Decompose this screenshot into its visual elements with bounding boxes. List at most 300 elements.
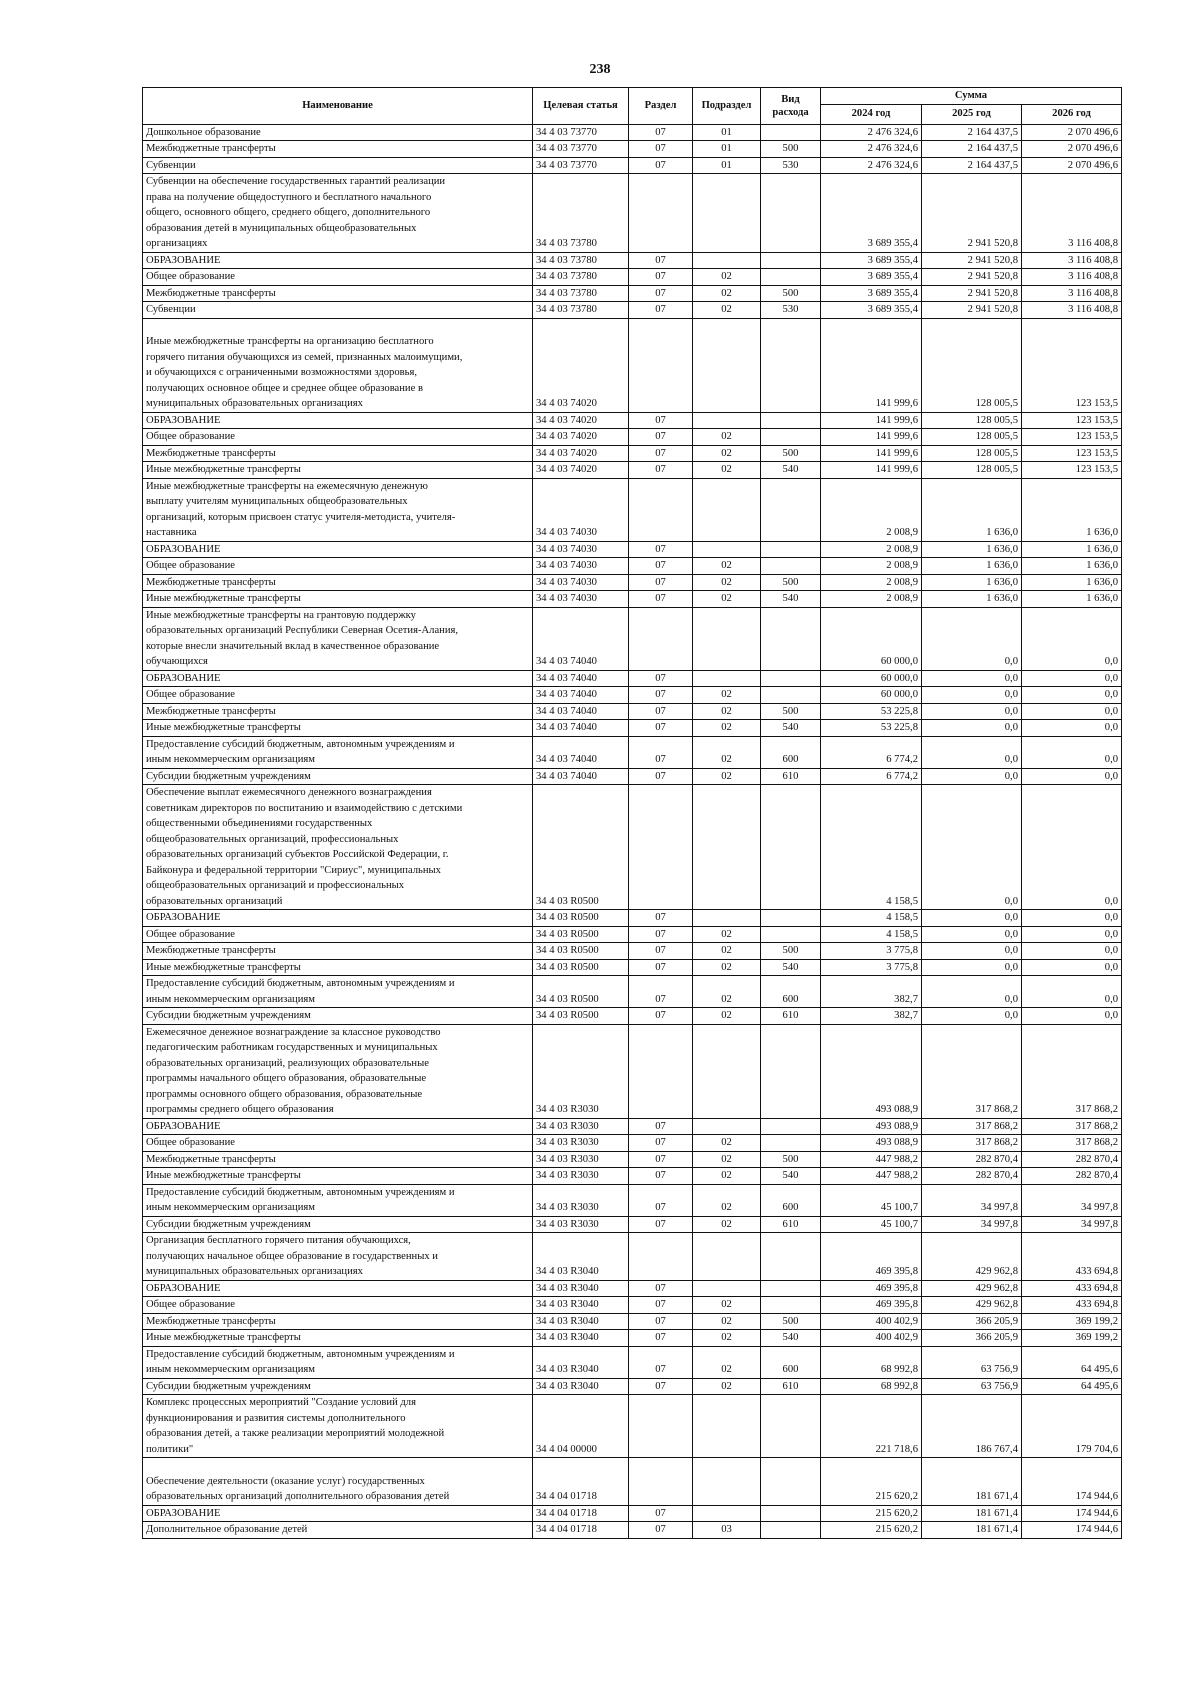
table-row	[143, 720, 1122, 737]
cell-target-code: 34 4 03 73780	[533, 269, 629, 286]
cell-sum-2024: 382,7	[821, 976, 922, 1008]
cell-sum-2025: 128 005,5	[922, 462, 1022, 479]
cell-sum-2024: 382,7	[821, 1008, 922, 1025]
cell-kind: 610	[761, 1216, 821, 1233]
cell-section: 07	[629, 558, 693, 575]
cell-kind: 500	[761, 1151, 821, 1168]
cell-subsection	[693, 1458, 761, 1506]
table-row	[143, 1395, 1122, 1458]
cell-sum-2024: 53 225,8	[821, 720, 922, 737]
cell-target-code: 34 4 03 74030	[533, 478, 629, 541]
cell-subsection: 02	[693, 1216, 761, 1233]
cell-subsection: 02	[693, 285, 761, 302]
cell-subsection: 02	[693, 1330, 761, 1347]
cell-name: ОБРАЗОВАНИЕ	[143, 541, 533, 558]
cell-sum-2026: 317 868,2	[1022, 1135, 1122, 1152]
cell-kind	[761, 1024, 821, 1118]
table-row	[143, 1135, 1122, 1152]
cell-section: 07	[629, 959, 693, 976]
cell-target-code: 34 4 03 74030	[533, 591, 629, 608]
cell-target-code: 34 4 04 01718	[533, 1505, 629, 1522]
cell-name: Межбюджетные трансферты	[143, 1151, 533, 1168]
cell-name: Субвенции	[143, 302, 533, 319]
cell-section: 07	[629, 429, 693, 446]
table-row	[143, 1168, 1122, 1185]
cell-sum-2026: 433 694,8	[1022, 1280, 1122, 1297]
cell-kind: 500	[761, 285, 821, 302]
cell-subsection: 02	[693, 445, 761, 462]
cell-section	[629, 174, 693, 253]
cell-section: 07	[629, 1378, 693, 1395]
cell-sum-2026: 0,0	[1022, 768, 1122, 785]
cell-kind: 540	[761, 591, 821, 608]
cell-target-code: 34 4 03 R3040	[533, 1297, 629, 1314]
cell-sum-2024: 3 689 355,4	[821, 269, 922, 286]
cell-section: 07	[629, 1135, 693, 1152]
cell-sum-2024: 469 395,8	[821, 1280, 922, 1297]
cell-subsection	[693, 785, 761, 910]
cell-sum-2025: 0,0	[922, 736, 1022, 768]
cell-sum-2024: 447 988,2	[821, 1151, 922, 1168]
cell-subsection: 02	[693, 1008, 761, 1025]
cell-sum-2024: 3 775,8	[821, 943, 922, 960]
cell-subsection	[693, 1505, 761, 1522]
cell-name: Предоставление субсидий бюджетным, автономным учреждениям и иным некоммерческим организациям	[143, 736, 533, 768]
table-row	[143, 703, 1122, 720]
cell-subsection	[693, 1395, 761, 1458]
cell-sum-2026: 0,0	[1022, 943, 1122, 960]
cell-subsection: 02	[693, 976, 761, 1008]
cell-name: Иные межбюджетные трансферты	[143, 720, 533, 737]
cell-sum-2024: 141 999,6	[821, 412, 922, 429]
cell-sum-2025: 34 997,8	[922, 1216, 1022, 1233]
cell-kind: 540	[761, 720, 821, 737]
cell-subsection	[693, 174, 761, 253]
cell-sum-2025: 128 005,5	[922, 429, 1022, 446]
table-row	[143, 124, 1122, 141]
cell-name: Общее образование	[143, 558, 533, 575]
cell-sum-2024: 45 100,7	[821, 1184, 922, 1216]
table-row	[143, 1378, 1122, 1395]
table-row	[143, 1313, 1122, 1330]
cell-target-code: 34 4 03 74040	[533, 703, 629, 720]
cell-target-code: 34 4 03 73780	[533, 174, 629, 253]
cell-subsection	[693, 478, 761, 541]
cell-name: ОБРАЗОВАНИЕ	[143, 1118, 533, 1135]
cell-sum-2026: 0,0	[1022, 910, 1122, 927]
cell-subsection: 03	[693, 1522, 761, 1539]
cell-kind: 610	[761, 1378, 821, 1395]
cell-kind	[761, 429, 821, 446]
cell-sum-2025: 2 164 437,5	[922, 124, 1022, 141]
cell-sum-2025: 282 870,4	[922, 1168, 1022, 1185]
cell-sum-2026: 3 116 408,8	[1022, 269, 1122, 286]
cell-section	[629, 607, 693, 670]
cell-subsection: 02	[693, 1313, 761, 1330]
cell-section: 07	[629, 1297, 693, 1314]
cell-name: Межбюджетные трансферты	[143, 574, 533, 591]
cell-kind	[761, 1522, 821, 1539]
cell-sum-2026: 2 070 496,6	[1022, 124, 1122, 141]
cell-sum-2024: 60 000,0	[821, 687, 922, 704]
table-row	[143, 541, 1122, 558]
cell-kind	[761, 1458, 821, 1506]
cell-subsection: 02	[693, 558, 761, 575]
cell-target-code: 34 4 03 74030	[533, 574, 629, 591]
cell-name: Межбюджетные трансферты	[143, 703, 533, 720]
table-row	[143, 768, 1122, 785]
cell-sum-2024: 3 689 355,4	[821, 252, 922, 269]
cell-sum-2025: 0,0	[922, 720, 1022, 737]
cell-kind	[761, 910, 821, 927]
table-row	[143, 1216, 1122, 1233]
cell-subsection: 02	[693, 959, 761, 976]
cell-sum-2024: 2 008,9	[821, 478, 922, 541]
cell-name: Иные межбюджетные трансферты	[143, 959, 533, 976]
cell-target-code: 34 4 03 R0500	[533, 943, 629, 960]
cell-kind: 600	[761, 1346, 821, 1378]
cell-sum-2026: 0,0	[1022, 1008, 1122, 1025]
cell-target-code: 34 4 03 R3030	[533, 1216, 629, 1233]
table-row	[143, 574, 1122, 591]
cell-sum-2025: 181 671,4	[922, 1505, 1022, 1522]
cell-subsection	[693, 1233, 761, 1281]
cell-section: 07	[629, 670, 693, 687]
cell-name: Общее образование	[143, 1297, 533, 1314]
cell-sum-2026: 0,0	[1022, 670, 1122, 687]
cell-name: Общее образование	[143, 429, 533, 446]
cell-sum-2025: 317 868,2	[922, 1135, 1022, 1152]
cell-target-code: 34 4 03 73770	[533, 157, 629, 174]
cell-target-code: 34 4 03 74020	[533, 445, 629, 462]
cell-kind	[761, 687, 821, 704]
cell-target-code: 34 4 03 74020	[533, 462, 629, 479]
cell-sum-2025: 186 767,4	[922, 1395, 1022, 1458]
cell-kind	[761, 558, 821, 575]
cell-subsection: 02	[693, 736, 761, 768]
cell-section: 07	[629, 285, 693, 302]
table-row	[143, 591, 1122, 608]
cell-target-code: 34 4 03 74040	[533, 736, 629, 768]
cell-target-code: 34 4 03 73780	[533, 285, 629, 302]
cell-sum-2024: 68 992,8	[821, 1346, 922, 1378]
table-row	[143, 285, 1122, 302]
table-row	[143, 478, 1122, 541]
cell-sum-2026: 174 944,6	[1022, 1505, 1122, 1522]
cell-section	[629, 318, 693, 412]
cell-sum-2026: 64 495,6	[1022, 1346, 1122, 1378]
cell-sum-2025: 128 005,5	[922, 318, 1022, 412]
cell-sum-2026: 317 868,2	[1022, 1024, 1122, 1118]
cell-section	[629, 478, 693, 541]
cell-section: 07	[629, 141, 693, 158]
cell-sum-2024: 3 689 355,4	[821, 302, 922, 319]
table-row	[143, 910, 1122, 927]
cell-sum-2026: 369 199,2	[1022, 1330, 1122, 1347]
cell-kind	[761, 1505, 821, 1522]
cell-section: 07	[629, 943, 693, 960]
cell-subsection: 02	[693, 429, 761, 446]
cell-kind	[761, 1135, 821, 1152]
cell-name: Организация бесплатного горячего питания обучающихся, получающих начальное общее образование в государственных и муниципальных образовательных организациях	[143, 1233, 533, 1281]
cell-section: 07	[629, 1346, 693, 1378]
cell-section: 07	[629, 269, 693, 286]
cell-kind: 500	[761, 574, 821, 591]
cell-sum-2024: 493 088,9	[821, 1118, 922, 1135]
cell-section: 07	[629, 1184, 693, 1216]
table-row	[143, 736, 1122, 768]
cell-section: 07	[629, 976, 693, 1008]
cell-section: 07	[629, 720, 693, 737]
cell-sum-2025: 317 868,2	[922, 1024, 1022, 1118]
cell-subsection: 02	[693, 591, 761, 608]
cell-target-code: 34 4 03 74030	[533, 558, 629, 575]
cell-sum-2024: 469 395,8	[821, 1297, 922, 1314]
cell-kind	[761, 670, 821, 687]
cell-sum-2026: 1 636,0	[1022, 558, 1122, 575]
cell-kind	[761, 1233, 821, 1281]
table-row	[143, 1505, 1122, 1522]
cell-sum-2024: 2 476 324,6	[821, 124, 922, 141]
cell-subsection: 02	[693, 1151, 761, 1168]
cell-name: Иные межбюджетные трансферты на организацию бесплатного горячего питания обучающихся из семей, признанных малоимущими, и обучающихся с ограниченными возможностями здоровья, получающих основное общее и среднее общее образование в муниципальных образовательных организациях	[143, 318, 533, 412]
cell-sum-2024: 2 008,9	[821, 591, 922, 608]
cell-target-code: 34 4 03 R3040	[533, 1313, 629, 1330]
cell-sum-2024: 53 225,8	[821, 703, 922, 720]
cell-target-code: 34 4 03 R3040	[533, 1233, 629, 1281]
cell-section: 07	[629, 124, 693, 141]
cell-section: 07	[629, 687, 693, 704]
cell-name: Общее образование	[143, 926, 533, 943]
table-row	[143, 412, 1122, 429]
cell-sum-2025: 0,0	[922, 910, 1022, 927]
cell-name: Комплекс процессных мероприятий "Создание условий для функционирования и развития системы дополнительного образования детей, а также реализации мероприятий молодежной политики"	[143, 1395, 533, 1458]
cell-sum-2025: 1 636,0	[922, 558, 1022, 575]
table-row	[143, 1522, 1122, 1539]
col-header-kind: Вид расхода	[761, 88, 821, 125]
cell-subsection: 02	[693, 926, 761, 943]
cell-sum-2025: 2 941 520,8	[922, 302, 1022, 319]
cell-section: 07	[629, 302, 693, 319]
cell-section: 07	[629, 252, 693, 269]
cell-sum-2025: 0,0	[922, 1008, 1022, 1025]
cell-sum-2025: 429 962,8	[922, 1233, 1022, 1281]
cell-sum-2026: 433 694,8	[1022, 1297, 1122, 1314]
cell-kind	[761, 252, 821, 269]
cell-sum-2025: 0,0	[922, 607, 1022, 670]
cell-sum-2025: 181 671,4	[922, 1522, 1022, 1539]
cell-sum-2025: 2 164 437,5	[922, 157, 1022, 174]
cell-sum-2024: 215 620,2	[821, 1458, 922, 1506]
cell-section	[629, 1024, 693, 1118]
cell-kind	[761, 541, 821, 558]
table-row	[143, 926, 1122, 943]
cell-section: 07	[629, 1522, 693, 1539]
cell-subsection	[693, 541, 761, 558]
table-row	[143, 785, 1122, 910]
cell-subsection: 02	[693, 1297, 761, 1314]
cell-subsection	[693, 1024, 761, 1118]
cell-name: Иные межбюджетные трансферты	[143, 1168, 533, 1185]
cell-section: 07	[629, 736, 693, 768]
cell-kind	[761, 318, 821, 412]
cell-target-code: 34 4 03 R3040	[533, 1346, 629, 1378]
cell-kind	[761, 1118, 821, 1135]
budget-table	[142, 87, 1122, 1539]
table-row	[143, 1118, 1122, 1135]
cell-sum-2024: 6 774,2	[821, 736, 922, 768]
cell-name: Обеспечение деятельности (оказание услуг) государственных образовательных организаций дополнительного образования детей	[143, 1458, 533, 1506]
cell-name: ОБРАЗОВАНИЕ	[143, 1280, 533, 1297]
cell-target-code: 34 4 03 73770	[533, 124, 629, 141]
cell-kind: 500	[761, 703, 821, 720]
cell-section: 07	[629, 1168, 693, 1185]
cell-subsection: 02	[693, 1378, 761, 1395]
cell-target-code: 34 4 03 74040	[533, 720, 629, 737]
cell-sum-2024: 493 088,9	[821, 1024, 922, 1118]
table-row	[143, 1184, 1122, 1216]
cell-subsection: 02	[693, 687, 761, 704]
cell-sum-2026: 282 870,4	[1022, 1168, 1122, 1185]
table-row	[143, 141, 1122, 158]
cell-sum-2026: 34 997,8	[1022, 1184, 1122, 1216]
cell-sum-2024: 4 158,5	[821, 926, 922, 943]
cell-sum-2026: 123 153,5	[1022, 412, 1122, 429]
cell-target-code: 34 4 03 R0500	[533, 959, 629, 976]
cell-sum-2026: 123 153,5	[1022, 445, 1122, 462]
cell-target-code: 34 4 03 73780	[533, 252, 629, 269]
cell-name: Межбюджетные трансферты	[143, 1313, 533, 1330]
cell-sum-2025: 282 870,4	[922, 1151, 1022, 1168]
cell-target-code: 34 4 03 74040	[533, 607, 629, 670]
cell-name: Предоставление субсидий бюджетным, автономным учреждениям и иным некоммерческим организациям	[143, 1346, 533, 1378]
cell-name: Субвенции на обеспечение государственных гарантий реализации права на получение общедоступного и бесплатного начального общего, основного общего, среднего общего, дополнительного образования детей в муниципальных общеобразовательных организациях	[143, 174, 533, 253]
cell-sum-2024: 221 718,6	[821, 1395, 922, 1458]
cell-kind: 600	[761, 1184, 821, 1216]
table-row	[143, 1024, 1122, 1118]
table-row	[143, 429, 1122, 446]
cell-subsection: 02	[693, 1168, 761, 1185]
cell-kind: 610	[761, 1008, 821, 1025]
cell-sum-2025: 366 205,9	[922, 1313, 1022, 1330]
cell-sum-2025: 1 636,0	[922, 574, 1022, 591]
cell-sum-2024: 60 000,0	[821, 607, 922, 670]
col-header-2026: 2026 год	[1022, 104, 1122, 124]
cell-target-code: 34 4 03 R0500	[533, 1008, 629, 1025]
cell-kind	[761, 174, 821, 253]
table-row	[143, 687, 1122, 704]
cell-sum-2026: 123 153,5	[1022, 429, 1122, 446]
cell-sum-2026: 1 636,0	[1022, 591, 1122, 608]
cell-kind: 540	[761, 1168, 821, 1185]
cell-sum-2024: 45 100,7	[821, 1216, 922, 1233]
cell-subsection	[693, 1280, 761, 1297]
cell-name: Иные межбюджетные трансферты	[143, 1330, 533, 1347]
table-row	[143, 670, 1122, 687]
cell-sum-2026: 123 153,5	[1022, 318, 1122, 412]
cell-sum-2024: 60 000,0	[821, 670, 922, 687]
cell-subsection: 01	[693, 124, 761, 141]
cell-kind: 600	[761, 736, 821, 768]
table-body	[143, 124, 1122, 1538]
table-row	[143, 462, 1122, 479]
cell-name: Ежемесячное денежное вознаграждение за классное руководство педагогическим работникам государственных и муниципальных образовательных организаций, реализующих образовательные программы начального общего образования, образовательные программы основного общего образования, образовательные программы среднего общего образования	[143, 1024, 533, 1118]
cell-sum-2026: 64 495,6	[1022, 1378, 1122, 1395]
cell-name: Субвенции	[143, 157, 533, 174]
cell-name: Субсидии бюджетным учреждениям	[143, 1378, 533, 1395]
cell-target-code: 34 4 03 74040	[533, 768, 629, 785]
cell-name: Иные межбюджетные трансферты	[143, 462, 533, 479]
cell-sum-2025: 2 941 520,8	[922, 252, 1022, 269]
cell-sum-2025: 2 941 520,8	[922, 174, 1022, 253]
cell-section: 07	[629, 1505, 693, 1522]
cell-sum-2025: 34 997,8	[922, 1184, 1022, 1216]
cell-target-code: 34 4 03 R3030	[533, 1184, 629, 1216]
cell-sum-2026: 282 870,4	[1022, 1151, 1122, 1168]
cell-name: Иные межбюджетные трансферты на ежемесячную денежную выплату учителям муниципальных общеобразовательных организаций, которым присвоен статус учителя-методиста, учителя- наставника	[143, 478, 533, 541]
cell-sum-2026: 1 636,0	[1022, 478, 1122, 541]
cell-sum-2025: 0,0	[922, 943, 1022, 960]
cell-kind	[761, 1280, 821, 1297]
cell-target-code: 34 4 03 74020	[533, 412, 629, 429]
cell-sum-2025: 2 164 437,5	[922, 141, 1022, 158]
cell-sum-2026: 2 070 496,6	[1022, 141, 1122, 158]
cell-section: 07	[629, 1151, 693, 1168]
cell-section: 07	[629, 574, 693, 591]
col-header-subsection: Подраздел	[693, 88, 761, 125]
cell-sum-2026: 174 944,6	[1022, 1458, 1122, 1506]
cell-sum-2024: 68 992,8	[821, 1378, 922, 1395]
cell-kind: 600	[761, 976, 821, 1008]
cell-sum-2024: 2 008,9	[821, 574, 922, 591]
cell-section	[629, 785, 693, 910]
cell-sum-2025: 0,0	[922, 926, 1022, 943]
cell-sum-2026: 0,0	[1022, 926, 1122, 943]
cell-subsection: 02	[693, 1346, 761, 1378]
cell-sum-2026: 0,0	[1022, 785, 1122, 910]
col-header-2024: 2024 год	[821, 104, 922, 124]
col-header-section: Раздел	[629, 88, 693, 125]
cell-name: ОБРАЗОВАНИЕ	[143, 910, 533, 927]
cell-section: 07	[629, 1280, 693, 1297]
cell-sum-2026: 123 153,5	[1022, 462, 1122, 479]
cell-kind	[761, 1395, 821, 1458]
table-row	[143, 1297, 1122, 1314]
cell-name: Обеспечение выплат ежемесячного денежного вознаграждения советникам директоров по воспитанию и взаимодействию с детскими общественными объединениями государственных общеобразовательных организаций, профессиональных образовательных организаций субъектов Российской Федерации, г. Байконура и федеральной территории "Сириус", муниципальных общеобразовательных организаций и профессиональных образовательных организаций	[143, 785, 533, 910]
cell-sum-2026: 0,0	[1022, 720, 1122, 737]
cell-name: Субсидии бюджетным учреждениям	[143, 768, 533, 785]
cell-section: 07	[629, 703, 693, 720]
cell-kind: 500	[761, 1313, 821, 1330]
cell-sum-2025: 366 205,9	[922, 1330, 1022, 1347]
table-row	[143, 252, 1122, 269]
cell-target-code: 34 4 03 R3040	[533, 1330, 629, 1347]
cell-sum-2024: 4 158,5	[821, 910, 922, 927]
cell-name: Предоставление субсидий бюджетным, автономным учреждениям и иным некоммерческим организациям	[143, 1184, 533, 1216]
cell-sum-2025: 317 868,2	[922, 1118, 1022, 1135]
cell-section: 07	[629, 910, 693, 927]
cell-kind: 540	[761, 462, 821, 479]
cell-kind	[761, 124, 821, 141]
table-row	[143, 269, 1122, 286]
cell-sum-2026: 0,0	[1022, 687, 1122, 704]
cell-kind	[761, 785, 821, 910]
cell-sum-2025: 1 636,0	[922, 478, 1022, 541]
cell-subsection	[693, 318, 761, 412]
cell-name: Общее образование	[143, 269, 533, 286]
cell-sum-2024: 3 775,8	[821, 959, 922, 976]
cell-sum-2025: 1 636,0	[922, 591, 1022, 608]
